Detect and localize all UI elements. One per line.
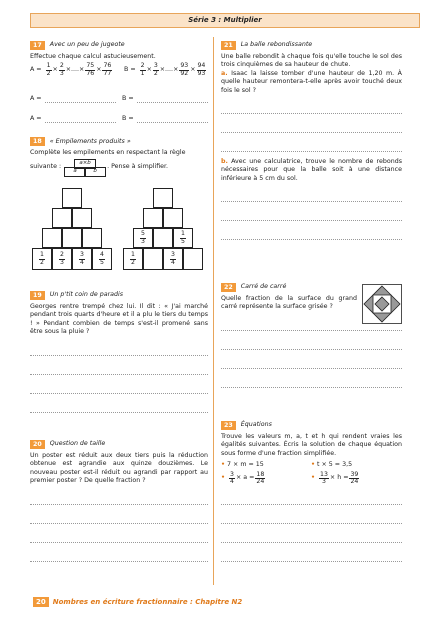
answer-line[interactable] [30,524,208,543]
pyramid-cell: $\frac{2}{3}$ [52,248,72,270]
pyramid-left [32,188,112,280]
answer-line[interactable] [221,486,402,505]
exercise-20-text: Un poster est réduit aux deux tiers puis la réduction obtenue est agrandie aux quinze douzièmes. Le nouveau poster est-il réduit ou agrandi par rapport au premier poster ? De quelle fraction ? [30,452,208,485]
exercise-18-title: 18 « Empilements produits » [30,137,208,146]
equations: • 7 × m = 15 • $\frac{3}{4}$ × a = $\frac{18}{24}$ • t × 5 = 3,5 • $\frac{13}{3}$ × h = $\frac{39}{24}$ [221,461,359,486]
pyramid-cell: $\frac{3}{4}$ [163,248,183,270]
equation: 7 × m = 15 [227,461,264,469]
pyramid-cell: $\frac{1}{2}$ [123,248,143,270]
pyramid-cell: $\frac{5}{3}$ [133,228,153,248]
exercise-22: 22 Carré de carré Quelle fraction de la surface du grand carré représente la surface grisée ? [221,283,402,388]
fraction: $\frac{1}{2}$ [46,62,51,77]
answer-line[interactable] [30,394,208,413]
exercise-22-text: Quelle fraction de la surface du grand carré représente la surface grisée ? [221,295,357,311]
fraction: $\frac{75}{76}$ [86,62,95,77]
answer-line[interactable] [221,221,402,240]
exercise-20: 20 Question de taille Un poster est réduit aux deux tiers puis la réduction obtenue est agrandie aux quinze douzièmes. Le nouveau poster est-il réduit ou agrandi par rapport au premier poster ? De quelle fraction ? [30,440,208,562]
label-a: A = [30,66,42,74]
answer-line[interactable] [45,96,116,103]
page-footer [33,597,242,607]
expression-a: A = $\frac{1}{2}$ × $\frac{2}{3}$ ×....× $\frac{75}{76}$ × $\frac{76}{77}$ [30,62,112,77]
pyramid-cell[interactable] [153,188,173,208]
pyramid-cell: $\frac{4}{5}$ [92,248,112,270]
exercise-19-text: Georges rentre trempé chez lui. Il dit : « J'ai marché pendant trois quarts d'heure et il a plu le tiers du temps ! » Pendant combien de temps s'est-il promené sans être sous la pluie ? [30,303,208,336]
answer-line[interactable] [45,116,116,123]
answer-line[interactable] [221,331,402,350]
answer-line[interactable] [137,116,208,123]
pyramid-cell[interactable] [143,208,163,228]
pyramid-cell[interactable] [163,208,183,228]
series-header: Série 3 : Multiplier [30,13,420,28]
pyramid-cell[interactable] [183,248,203,270]
fraction: $\frac{2}{1}$ [140,62,145,77]
pyramid-cell[interactable] [72,208,92,228]
square-in-square-figure [362,284,402,324]
exercise-21: 21 La balle rebondissante Une balle rebondit à chaque fois qu'elle touche le sol des trois cinquièmes de sa hauteur de chute. a. Isaac la laisse tomber d'une hauteur de 1,20 m. À quelle hauteur remontera-t-elle après avoir touché deux fois le sol ? b. Avec une calculatrice, trouve le nombre de rebonds nécessaires pour que la balle soit à une distance inférieure à 5 cm du sol. [221,41,402,240]
exercise-23-text: Trouve les valeurs m, a, t et h qui rendent vraies les égalités suivantes. Écris la solution de chaque équation sous forme d'une fraction simplifiée. [221,433,402,457]
pyramid-right [123,188,205,280]
answer-line[interactable] [30,375,208,394]
equation: t × 5 = 3,5 [317,461,353,469]
pyramid-cell: $\frac{1}{2}$ [32,248,52,270]
answer-line[interactable] [30,505,208,524]
equation: • $\frac{3}{4}$ × a = $\frac{18}{24}$ [221,470,265,486]
answer-line[interactable] [221,350,402,369]
label-b: B = [124,66,136,74]
pyramid-cell[interactable] [62,188,82,208]
exercise-21-text: Une balle rebondit à chaque fois qu'elle touche le sol des trois cinquièmes de sa hauteur de chute. [221,53,402,69]
exercise-23: 23 Équations Trouve les valeurs m, a, t et h qui rendent vraies les égalités suivantes. Écris la solution de chaque équation sous forme d'une fraction simplifiée. • 7 × m = 15 • $\frac{3}{4}$ × a = $\frac{18}{24}$ • t × 5 = 3,5 • $\frac{13}{3}$ × h = $\frac{39}{24}$ [221,421,402,562]
chapter-title: Nombres en écriture fractionnaire : Chapitre N2 [52,598,243,606]
answer-line[interactable] [30,486,208,505]
fraction: $\frac{93}{92}$ [180,62,189,77]
pyramid-cell[interactable] [143,248,163,270]
fraction: $\frac{76}{77}$ [103,62,112,77]
rule-line: suivante : a×b a b . Pense à simplifier. [30,158,208,176]
exercise-17-expressions [30,63,208,77]
pyramid-cell: $\frac{3}{4}$ [72,248,92,270]
answer-line[interactable] [30,543,208,562]
page-number: 20 [33,597,49,607]
fraction: $\frac{2}{3}$ [59,62,64,77]
exercise-19: 19 Un p'tit coin de paradis Georges rentre trempé chez lui. Il dit : « J'ai marché pendant trois quarts d'heure et il a plu le tiers du temps ! » Pendant combien de temps s'est-il promené sans être sous la pluie ? [30,291,208,413]
answer-line[interactable] [221,524,402,543]
exercise-17-text: Effectue chaque calcul astucieusement. [30,53,156,60]
equation: • $\frac{13}{3}$ × h = $\frac{39}{24}$ [311,470,359,486]
answer-lines-17: A = A = B = B = [30,83,208,123]
answer-line[interactable] [30,337,208,356]
column-divider [213,37,214,585]
answer-line[interactable] [221,133,402,152]
exercise-title: Avec un peu de jugeote [49,41,125,49]
exercise-number: 17 [30,41,45,50]
fraction: $\frac{94}{93}$ [197,62,206,77]
pyramid-cell: $\frac{1}{5}$ [173,228,193,248]
answer-line[interactable] [221,95,402,114]
fraction: $\frac{3}{2}$ [153,62,158,77]
answer-line[interactable] [221,202,402,221]
answer-line[interactable] [221,114,402,133]
exercise-18-text: Complète les empilements en respectant la règle [30,149,186,157]
exercise-17-title [30,41,208,50]
pyramid-cell[interactable] [52,208,72,228]
pyramid-cell[interactable] [42,228,62,248]
expression-b: B = $\frac{2}{1}$ × $\frac{3}{2}$ ×....× $\frac{93}{92}$ × $\frac{94}{93}$ [124,62,206,77]
pyramid-cell[interactable] [153,228,173,248]
answer-line[interactable] [221,369,402,388]
left-column [30,41,208,176]
rule-diagram: a×b a b [64,159,104,175]
answer-line[interactable] [221,543,402,562]
answer-line[interactable] [30,356,208,375]
answer-line[interactable] [137,96,208,103]
pyramid-cell[interactable] [62,228,82,248]
pyramid-cell[interactable] [82,228,102,248]
answer-line[interactable] [221,505,402,524]
answer-line[interactable] [221,183,402,202]
